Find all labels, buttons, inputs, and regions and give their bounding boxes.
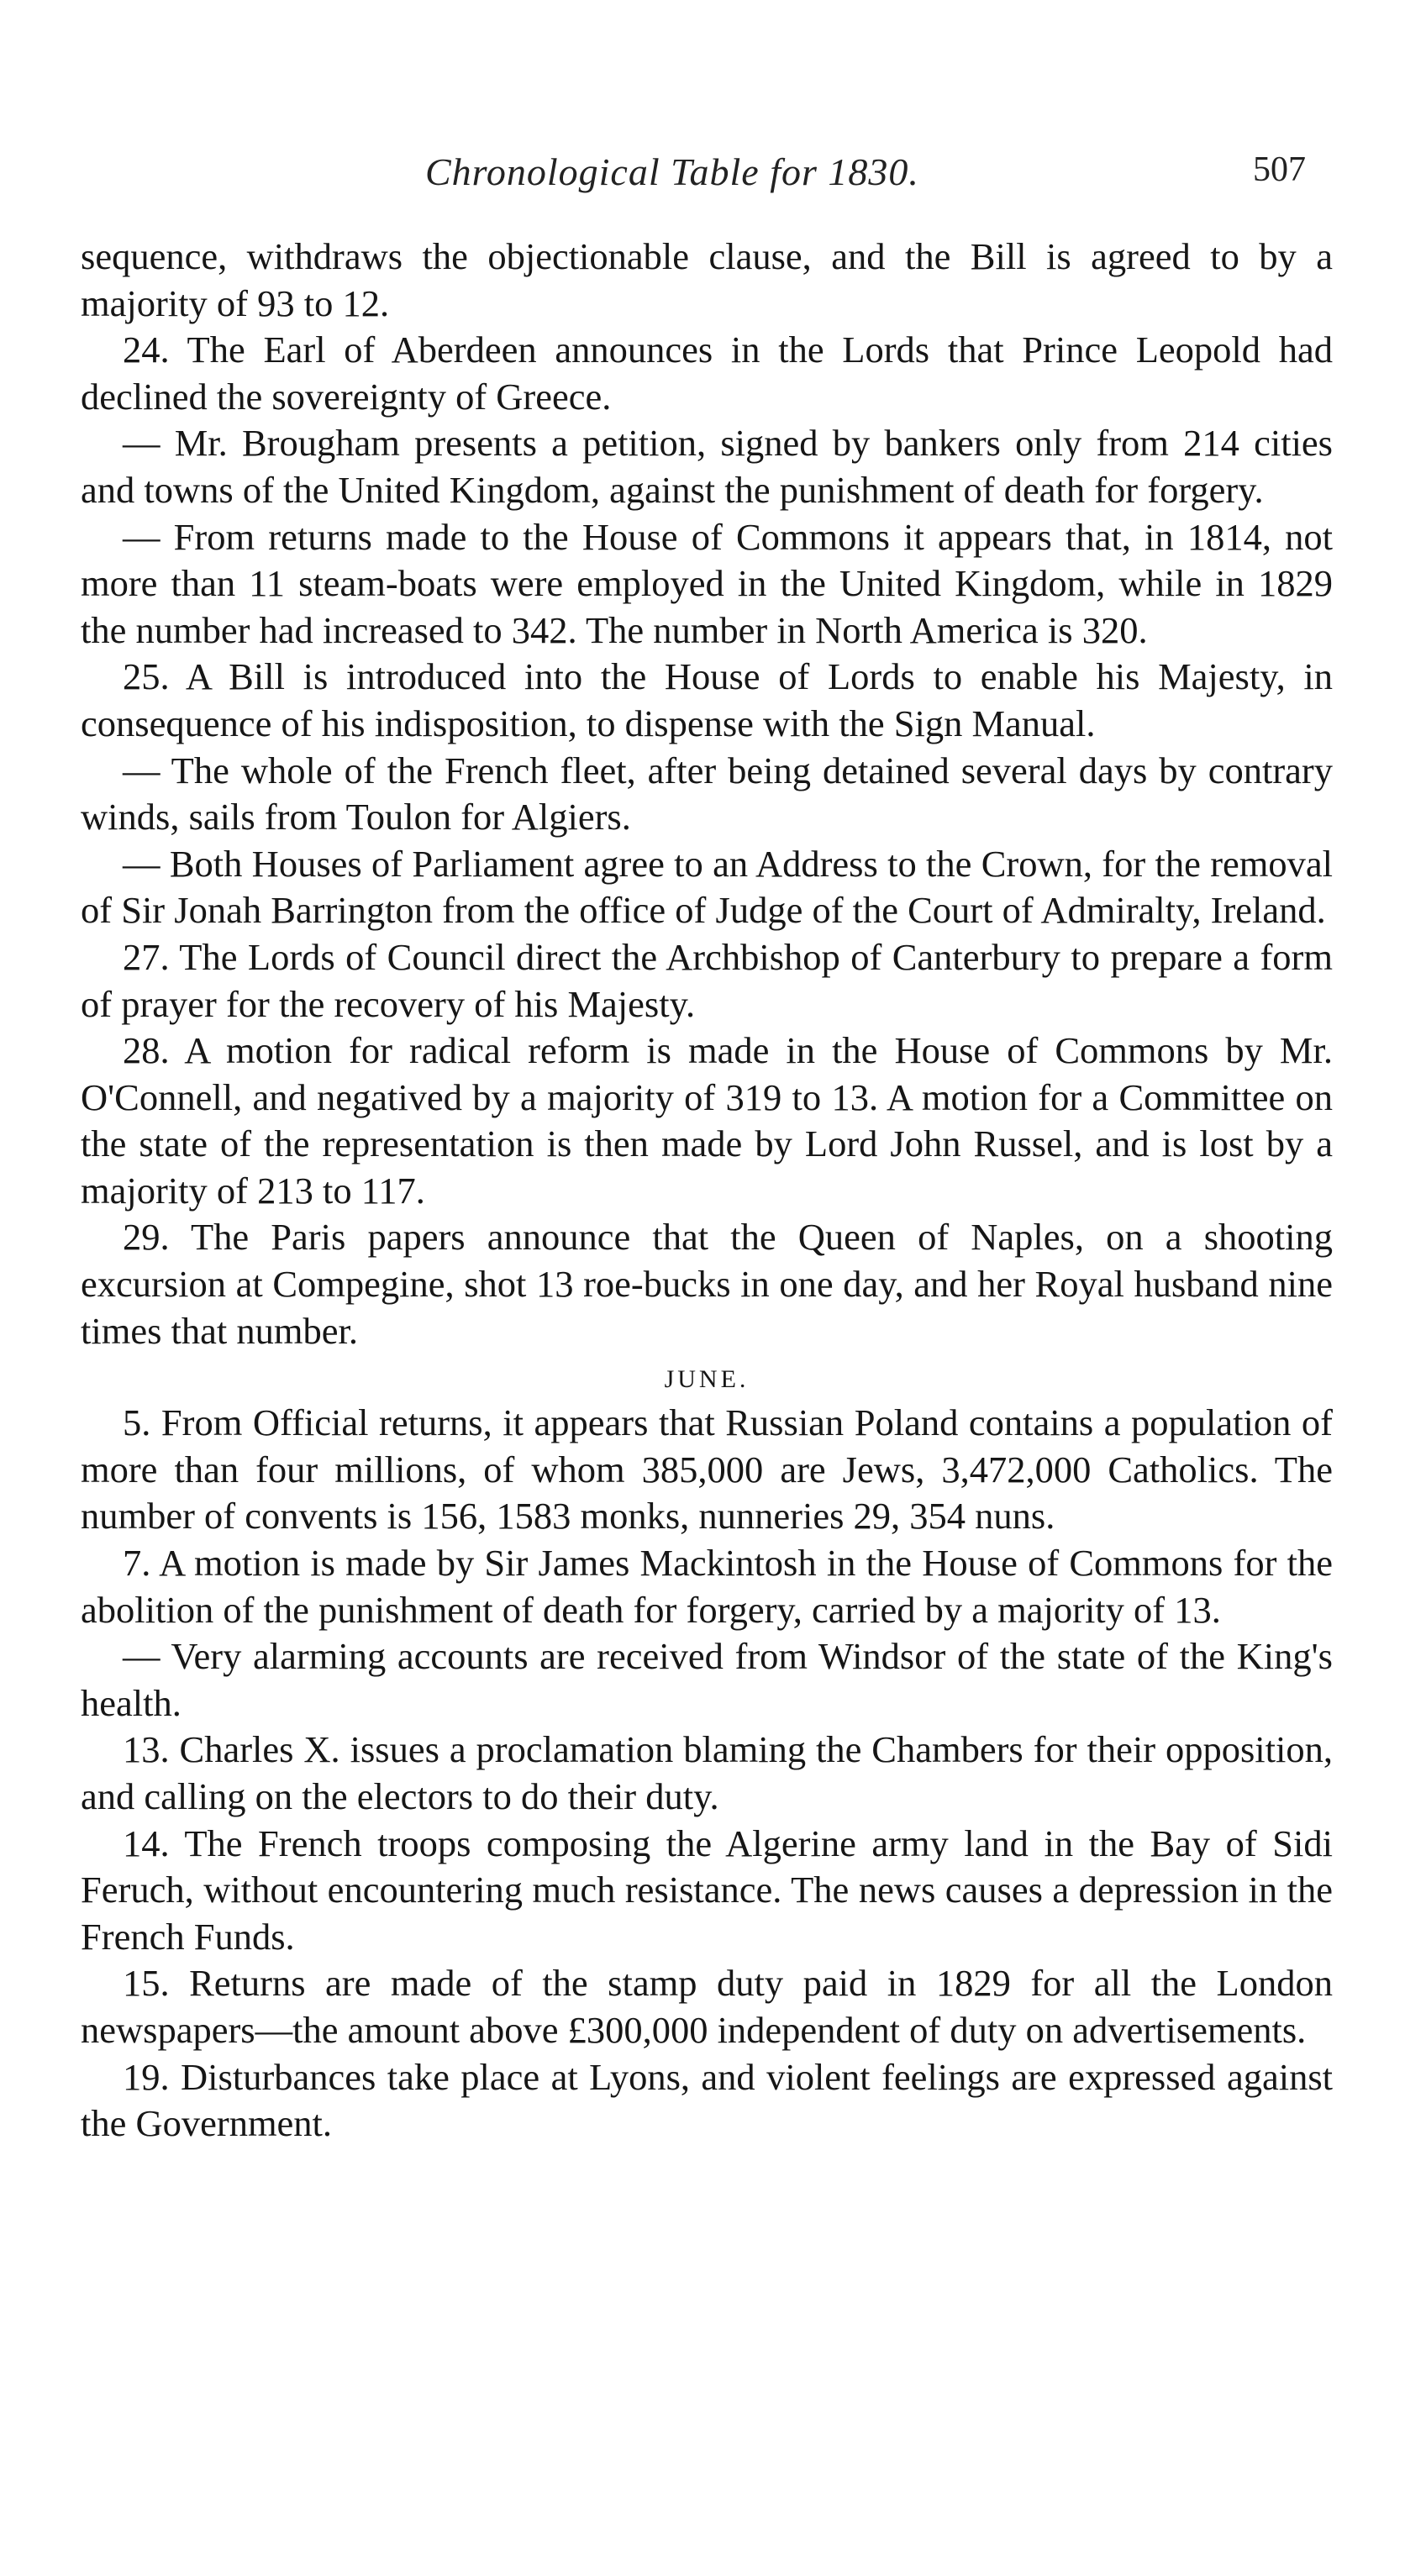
entry-brougham-petition: — Mr. Brougham presents a petition, signed by bankers only from 214 cities and towns of the United Kingdom, against the punishment of death for forgery. <box>81 422 1333 511</box>
entry-may-25: 25. A Bill is introduced into the House of Lords to enable his Majesty, in consequence of his indisposition, to dispense with the Sign Manual. <box>81 655 1333 744</box>
entry-continuation: sequence, withdraws the objectionable clause, and the Bill is agreed to by a majority of 93 to 12. <box>81 235 1333 324</box>
entry-june-13: 13. Charles X. issues a proclamation blaming the Chambers for their opposition, and calling on the electors to do their duty. <box>81 1728 1333 1817</box>
page-header <box>81 150 1341 200</box>
entry-french-fleet: — The whole of the French fleet, after being detained several days by contrary winds, sails from Toulon for Algiers. <box>81 749 1333 839</box>
month-heading-june: JUNE. <box>664 1365 750 1394</box>
entry-may-28: 28. A motion for radical reform is made in the House of Commons by Mr. O'Connell, and negatived by a majority of 319 to 13. A motion for a Committee on the state of the representation is then made by Lord John Russel, and is lost by a majority of 213 to 117. <box>81 1029 1333 1212</box>
entry-may-24: 24. The Earl of Aberdeen announces in the Lords that Prince Leopold had declined the sovereignty of Greece. <box>81 329 1333 418</box>
running-head: Chronological Table for 1830. <box>425 150 919 193</box>
entry-june-19: 19. Disturbances take place at Lyons, and violent feelings are expressed against the Government. <box>81 2055 1333 2145</box>
entry-june-15: 15. Returns are made of the stamp duty paid in 1829 for all the London newspapers—the amount above £300,000 independent of duty on advertisements. <box>81 1962 1333 2051</box>
entry-june-5: 5. From Official returns, it appears that Russian Poland contains a population of more than four millions, of whom 385,000 are Jews, 3,472,000 Catholics. The number of convents is 156, 1583 monks, nunneries 29, 354 nuns. <box>81 1401 1333 1538</box>
entry-steam-boats: — From returns made to the House of Commons it appears that, in 1814, not more than 11 steam-boats were employed in the United Kingdom, while in 1829 the number had increased to 342. The number in North America is 320. <box>81 515 1333 651</box>
entry-may-27: 27. The Lords of Council direct the Archbishop of Canterbury to prepare a form of prayer for the recovery of his Majesty. <box>81 935 1333 1025</box>
chronology-text <box>81 234 1333 2148</box>
page-number: 507 <box>1253 150 1306 189</box>
entry-kings-health: — Very alarming accounts are received from Windsor of the state of the King's health. <box>81 1635 1333 1724</box>
entry-june-7: 7. A motion is made by Sir James Mackintosh in the House of Commons for the abolition of the punishment of death for forgery, carried by a majority of 13. <box>81 1542 1333 1631</box>
entry-june-14: 14. The French troops composing the Algerine army land in the Bay of Sidi Feruch, without encountering much resistance. The news causes a depression in the French Funds. <box>81 1822 1333 1958</box>
entry-may-29: 29. The Paris papers announce that the Queen of Naples, on a shooting excursion at Compegine, shot 13 roe-bucks in one day, and her Royal husband nine times that number. <box>81 1216 1333 1352</box>
entry-barrington-address: — Both Houses of Parliament agree to an Address to the Crown, for the removal of Sir Jonah Barrington from the office of Judge of the Court of Admiralty, Ireland. <box>81 842 1333 932</box>
